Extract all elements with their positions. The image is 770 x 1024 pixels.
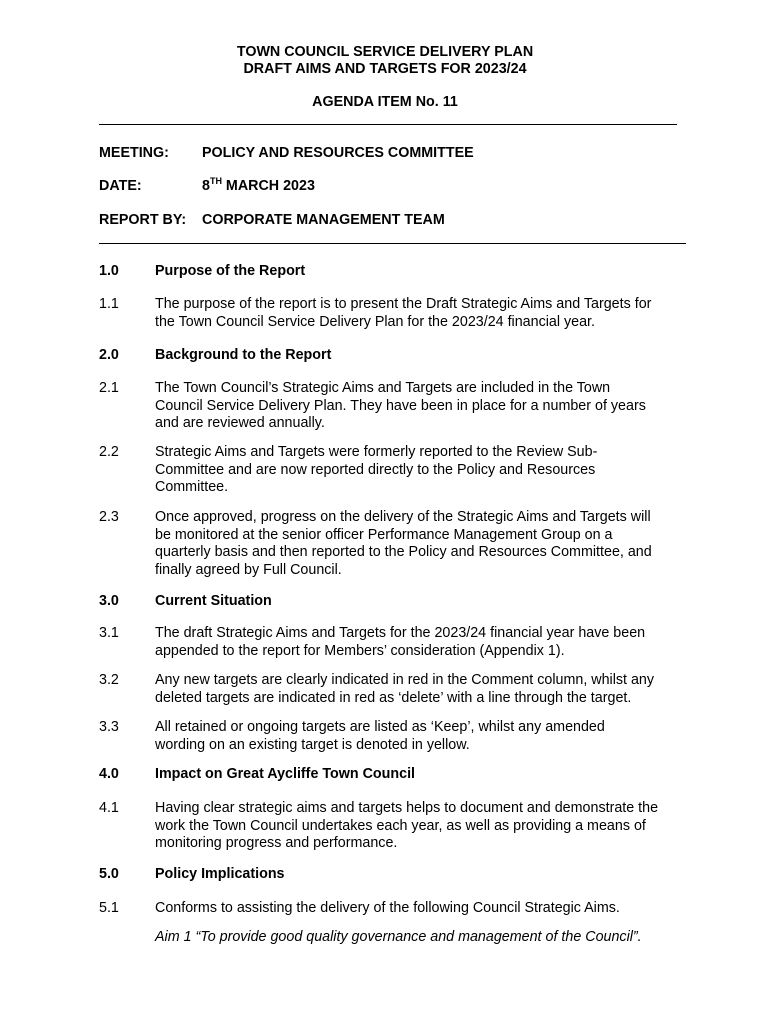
paragraph-number: 3.2 (99, 672, 119, 688)
paragraph-text (155, 444, 715, 497)
paragraph-text (155, 625, 715, 660)
report-by-row (99, 212, 445, 230)
paragraph-number: 4.1 (99, 800, 119, 816)
date-row (99, 178, 315, 196)
section-number: 1.0 (99, 263, 119, 279)
report-by-label: REPORT BY: (99, 212, 187, 228)
report-subtitle: DRAFT AIMS AND TARGETS FOR 2023/24 (243, 61, 527, 77)
report-title: TOWN COUNCIL SERVICE DELIVERY PLAN (236, 44, 534, 60)
section-number: 3.0 (99, 593, 119, 609)
text-line: and are reviewed annually. (155, 415, 325, 431)
paragraph-text (155, 719, 715, 754)
agenda-item: AGENDA ITEM No. 11 (312, 94, 458, 110)
paragraph-number: 5.1 (99, 900, 119, 916)
section-number: 2.0 (99, 347, 119, 363)
section-heading: Policy Implications (155, 866, 285, 882)
meeting-row (99, 145, 474, 163)
text-line: Conforms to assisting the delivery of the following Council Strategic Aims. (155, 900, 620, 916)
paragraph-text (155, 380, 715, 433)
text-line: quarterly basis and then reported to the Policy and Resources Committee, and (155, 544, 652, 560)
text-line: Having clear strategic aims and targets helps to document and demonstrate the (155, 800, 659, 816)
paragraph-text (155, 296, 715, 331)
text-line: All retained or ongoing targets are listed as ‘Keep’, whilst any amended (155, 719, 605, 735)
section-number: 5.0 (99, 866, 119, 882)
paragraph-number: 1.1 (99, 296, 119, 312)
paragraph-text (155, 672, 715, 707)
divider-bottom (99, 243, 686, 244)
text-line: deleted targets are indicated in red as ‘delete’ with a line through the target. (155, 689, 632, 706)
text-line: The purpose of the report is to present the Draft Strategic Aims and Targets for (155, 296, 652, 312)
aim-quote: Aim 1 “To provide good quality governance and management of the Council”. (155, 929, 642, 945)
paragraph-number: 3.3 (99, 719, 119, 735)
paragraph-text (155, 900, 715, 918)
text-line: Any new targets are clearly indicated in red in the Comment column, whilst any (155, 672, 655, 688)
text-line: Committee and are now reported directly to the Policy and Resources (155, 461, 596, 478)
paragraph-text (155, 800, 725, 853)
text-line: Once approved, progress on the delivery of the Strategic Aims and Targets will (155, 509, 651, 525)
text-line: be monitored at the senior officer Performance Management Group on a (155, 526, 613, 543)
meeting-value: POLICY AND RESOURCES COMMITTEE (202, 145, 474, 161)
paragraph-number: 2.3 (99, 509, 119, 525)
text-line: Council Service Delivery Plan. They have been in place for a number of years (155, 397, 646, 414)
date-label: DATE: (99, 178, 142, 194)
date-suffix: TH (209, 176, 222, 187)
text-line: Committee. (155, 479, 229, 495)
text-line: The draft Strategic Aims and Targets for the 2023/24 financial year have been (155, 625, 646, 641)
paragraph-text (155, 509, 715, 579)
text-line: The Town Council’s Strategic Aims and Targets are included in the Town (155, 380, 611, 396)
text-line: finally agreed by Full Council. (155, 561, 342, 578)
section-heading: Impact on Great Aycliffe Town Council (155, 766, 416, 782)
section-heading: Current Situation (155, 593, 272, 609)
section-number: 4.0 (99, 766, 119, 782)
paragraph-number: 3.1 (99, 625, 119, 641)
text-line: appended to the report for Members’ consideration (Appendix 1). (155, 642, 565, 659)
section-heading: Background to the Report (155, 347, 332, 363)
date-day: 8 (202, 178, 210, 194)
text-line: wording on an existing target is denoted in yellow. (155, 736, 470, 753)
text-line: the Town Council Service Delivery Plan for the 2023/24 financial year. (155, 313, 596, 330)
text-line: Strategic Aims and Targets were formerly reported to the Review Sub- (155, 444, 598, 460)
section-heading: Purpose of the Report (155, 263, 306, 279)
divider-top (99, 124, 677, 125)
paragraph-number: 2.1 (99, 380, 119, 396)
paragraph-number: 2.2 (99, 444, 119, 460)
meeting-label: MEETING: (99, 145, 169, 161)
date-rest: MARCH 2023 (221, 178, 315, 194)
report-by-value: CORPORATE MANAGEMENT TEAM (202, 212, 445, 228)
text-line: monitoring progress and performance. (155, 835, 398, 851)
text-line: work the Town Council undertakes each year, as well as providing a means of (155, 817, 646, 834)
